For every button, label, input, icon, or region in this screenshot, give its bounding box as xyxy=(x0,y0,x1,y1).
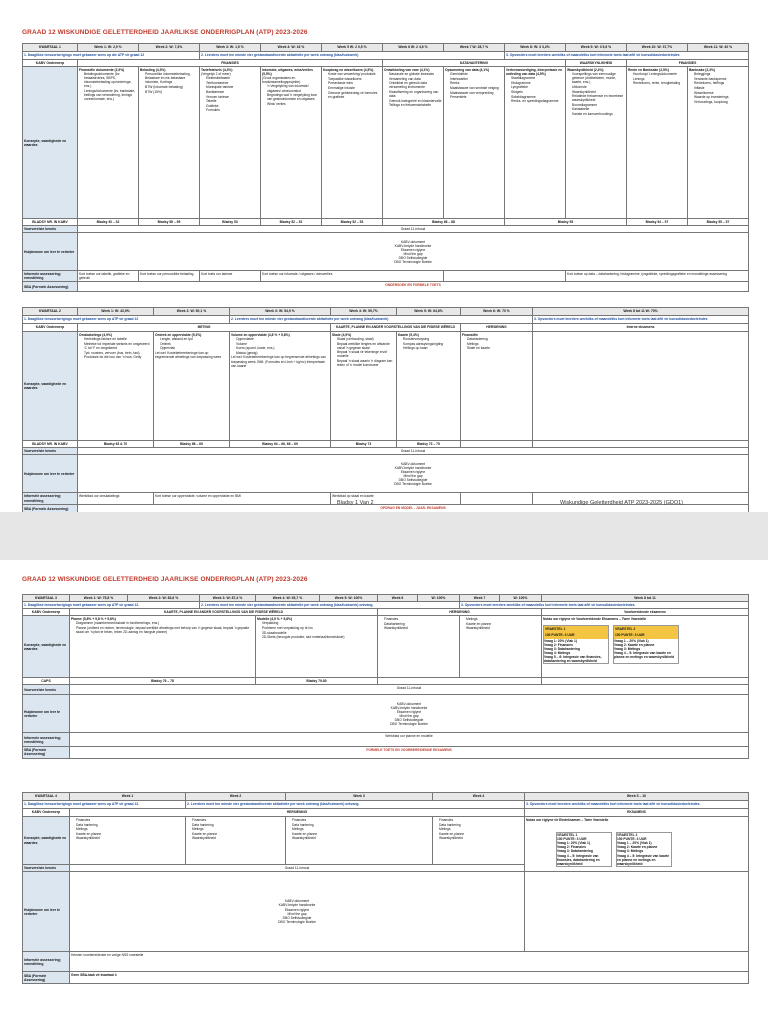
page-ref: Bladsy 73 – 75 xyxy=(397,441,461,448)
content-cell: Volume en oppervlakte (4,8 % + 5,8%) • Oppervlakte • Volume • Koers (spoed, koste, ens.) • Massa (gewig) Let wel: Kostebeberekeninge kan op begrensende afmetings van toepassing wees. BMI: (Formules en Lbsh + kg/m²) Interpretasie van kaarte xyxy=(230,332,331,441)
week-header: Week 3: W: 54,9 % xyxy=(230,308,331,316)
guideline-2: 2. Leerders moet ten minste vier gestandaardiseerde aktiwiteite per week ontvang (klas/huiswerk) ontvang. xyxy=(200,602,460,609)
informal-label: Informele assessering; remediëring xyxy=(23,493,78,504)
week-header: Week 7 W: 28,7 % xyxy=(444,44,505,52)
caps-label: CAPS xyxy=(23,678,70,685)
resources-list: KABV-dokument KABV-belyde handboeke Eksamen riglyne Mind the gap DBO Selfstudiegide DBO Terminologie Boekie xyxy=(78,455,749,493)
sba-label: SBA (Formele Assessering) xyxy=(23,747,70,758)
kabv-label: KABV Onderwerp xyxy=(23,809,70,817)
page-ref: Bladsy 76 – 78 xyxy=(70,678,256,685)
page-ref: Bladsy 68 – 69 xyxy=(154,441,230,448)
content-cell: Verteenwoordiging, interpretasie en ontleding van data (4,5%) • Staafdiagramme • Histogramme • Lyngrafieke • Stingels • Sirkeldiagramme • Reeks- en spreidingsdiagramme xyxy=(505,67,566,219)
page-ref: Bladsy 95 xyxy=(505,219,627,226)
week-header: Week 3 xyxy=(286,793,433,801)
page-ref: Bladsy 52 – 53 xyxy=(322,219,383,226)
resources-label: Hulpbronne om leer te verbeter xyxy=(23,455,78,493)
page-ref: Bladsy 30 – 32 xyxy=(78,219,139,226)
informal-item: Kort toets oor tariewe xyxy=(200,271,261,282)
week-header: Week 9: W: 3 5,6 % xyxy=(566,44,627,52)
page-ref-label: BLADSY NR. IN KABV xyxy=(23,219,78,226)
resources-label: Hulpbronne om leer te verbeter xyxy=(23,233,78,271)
topic: KAARTE, PLANNE EN ANDER VOORSTELLINGS VAN DIE FISIESE WÊRELD xyxy=(331,324,461,332)
concepts-label: Konsepte, vaardighede en waardes xyxy=(23,67,78,219)
term-1-table xyxy=(22,43,749,292)
guideline-2: 2. Leerders moet ten minste vier gestandaardiseerde aktiwiteite per week ontvang (klas/huiswerk) ontvang. xyxy=(186,801,525,809)
week-header: Week 4: W: 16 % xyxy=(261,44,322,52)
paper-2-box: VRAESTEL 2 150 PUNTE: 3 UUR Vraag 1 – 20% (Vlak 1) Vraag 2: Kaarte en planne Vraag 3: Metings Vraag 4 – 5: Integrasie van kaarte en planne en metings en waarskynlikheid xyxy=(616,832,672,867)
guideline-1: 1. Daaglikse leesoorberigings moet gebaseer wees op ATP vir graad 12 xyxy=(23,316,230,324)
topic: METING xyxy=(78,324,331,332)
guideline-1: 1. Daaglikse leesoorberigings moet gebaseer wees op die ATP vir graad 12 xyxy=(23,52,200,60)
informal-item: Werkblad oor omskakelings xyxy=(78,493,154,504)
page-ref-label: BLADSY NR. IN KABV xyxy=(23,441,78,448)
page-2 xyxy=(0,560,768,1024)
prerequisite: Graad 11-inhoud xyxy=(70,865,525,872)
week-header: Week 6: W: 70 % xyxy=(461,308,533,316)
sba-label: SBA (Formele Assessering) xyxy=(23,282,78,292)
topic: EKSAMENS xyxy=(525,809,749,817)
resources-label: Hulpbronne om leer te verbeter xyxy=(23,872,70,952)
topic: Interne eksamens xyxy=(533,324,749,332)
prerequisite-label: Voorvereiste kennis xyxy=(23,448,78,455)
page-separator xyxy=(0,512,768,560)
guideline-3: 3. Opvoeders moet leerders weekliks of maandeliks kort informele toets laat aflê vir konsolidasiedoeleindes. xyxy=(460,602,749,609)
resources-list: KABV-dokument KABV-belyde handboeke Eksamen riglyne Mind the gap DBO Selfstudiegide DBO Terminologie Boekie xyxy=(70,695,749,733)
informal-item: Kort toetse oor persoonlike belasting xyxy=(139,271,200,282)
week-header: Week 3: W: 87,4 % xyxy=(200,595,256,602)
content-cell: Koopkrag en wisselkoers (4,5%) • Koste van verwerking/ produksie • Toepaslike wisselkoers • Persentasie wins • Eenmalige inkoste • Gewone geldsbedrag vir formules en grafieke xyxy=(322,67,383,219)
concepts-label: Konsepte, vaardighede en waardes xyxy=(23,817,70,865)
week-header: Week 5 – 10 xyxy=(525,793,749,801)
topic: HERSIENING xyxy=(378,609,542,616)
doc-footer: Wiskundige Geletterdheid ATP 2023-2025 (GDO1) xyxy=(560,500,684,506)
week-header: Week 6 xyxy=(378,595,418,602)
guideline-1: 1. Daaglikse leesoorberigings moet gebaseer wees op ATP vir graad 12. xyxy=(23,602,200,609)
week-header: Week 1: W: 2,9 % xyxy=(78,44,139,52)
week-header: Week 2: W: 50,1 % xyxy=(154,308,230,316)
content-cell: Skale (4,9%) • Skaal (verhouding, staaf) • Bepaal werklike lengtes en afstande vanaf 'n gegewe skaal • Bepaal 'n skaal vir tekeninge en/of modelle • Bepaal 'n skaal waarin 'n diagram kan teken of 'n model konstrueer xyxy=(331,332,397,441)
sba-label: SBA (Formele Assessering) xyxy=(23,972,70,984)
content-cell: • Metings • Kaarte en planne • Waarskynlikheid xyxy=(460,616,542,678)
sba-value: ONDERSOEK EN FORMELE TOETS xyxy=(78,282,749,292)
guideline-3: 3. Opvoeders moet leerders weekliks of maandeliks kort informele toets laat aflê vir konsolidasiedoeleindes xyxy=(533,316,749,324)
prerequisite: Graad 11-inhoud xyxy=(70,685,749,695)
sba-label: SBA (Formele Assessering) xyxy=(23,504,78,513)
paper-1-box: VRAESTEL 1 150 PUNTE: 3 UUR Vraag 1: 20% (Vlak 1) Vraag 2: Finansies Vraag 3: Datahantering Vraag 4: Metings Vraag 5 – 6: Integrasie van finansies, datahantering en waarskynlikheid xyxy=(543,625,609,664)
page-ref: Bladsy 55 – 57 xyxy=(688,219,749,226)
paper-2-box: VRAESTEL 2 150 PUNTE: 3 UUR Vraag 1 – 20% (Vlak 1) Vraag 2: Kaarte en planne Vraag 3: Metings Vraag 4 – 5: Integrasie van kaarte en planne en metings en waarskynlikheid xyxy=(613,625,679,664)
kabv-label: KABV Onderwerp xyxy=(23,324,78,332)
content-cell: Tariefstelsels (4,3%) (Vergelyk 2 of meer) • Elektrisiteitstarie • Telefoontarieve • Munisipale tariewe • Banktariewe • Vervoer tariewe • Tabelle • Grafieke • Formules xyxy=(200,67,261,219)
prerequisite-label: Voorvereiste kennis xyxy=(23,685,70,695)
week-header: Week 8: W: 3 3,2% xyxy=(505,44,566,52)
resources-label: Hulpbronne om leer te verbeter xyxy=(23,695,70,733)
informal-item: Kort toetse oor oppervlakte, volume en oppervlakte en BMI xyxy=(154,493,331,504)
week-header: W: 100% xyxy=(500,595,542,602)
week-header: Week 2 xyxy=(186,793,286,801)
topic: WAARSKYNLIKHEID xyxy=(566,60,627,67)
week-header: Week 10: W: 37,7% xyxy=(627,44,688,52)
resources-list: KABV-dokument KABV-belyde handboeke Eksamen riglyne Mind the gap DBO Selfstudiegide DBO Terminologie Boekie xyxy=(70,872,525,952)
page-ref: Bladsy 79-80 xyxy=(256,678,378,685)
content-cell: • Finansies • Data hantering • Metings • Kaarte en planne • Waarskynlikheid xyxy=(186,817,286,865)
guideline-2: 2. Leerders moet ten minste vier gestandaardiseerde aktiwiteite per week ontvang (klas/huiswerk) xyxy=(230,316,533,324)
concepts-label: Konsepte, vaardighede en waardes xyxy=(23,616,70,678)
page-ref: Bladsy 52 – 52 xyxy=(261,219,322,226)
content-cell: Opsomming van data (4,1%) • Gemiddelde • Interkwartiel • Reeks • Maatstawwe van sentrale neiging • Maatstawwe van verspreiding • Persentiele xyxy=(444,67,505,219)
prerequisite: Graad 11-inhoud xyxy=(78,448,749,455)
content-cell: Omskakelings (4,9%) • Herleidings faktore en tabelle • Metrieke tot imperiale stelsels en omgekeerd • 'C tot 'F en omgekeerd • Tyd: roosters, vervoer (bus, trein, taxi). Produksie bo die bou van 'n huis; Getty xyxy=(78,332,154,441)
topic: FINANSIES xyxy=(627,60,749,67)
guideline-2: 2. Leerders moet ten minste vier gestandaardiseerde aktiwiteite per week ontvang (klas/huiswerk) xyxy=(200,52,505,60)
page-ref: Bladsy 64 – 66, 68 – 69 xyxy=(230,441,331,448)
guideline-1: 1. Daaglikse leesoorberigings moet gebaseer wees op ATP vir graad 12. xyxy=(23,801,186,809)
week-header: Week 8 tot 11 xyxy=(542,595,749,602)
content-cell: Rente en Banksake (2,5%) • Huurkoop/ Leningsdokumente • Lenings • Rentekoers, rente, terugbetaling xyxy=(627,67,688,219)
content-cell: Inkomste, uitgawes, wins/verlies (5,5%) (Groot organisasies en fondsinsamelingsprojekte) • 'n Vergelyking van inkomste/ uitgawes/ winsvoorskot • Begrotings wat 'n vergelyking toon van gesinsinkomste en uitgawes • Wins/ verlies xyxy=(261,67,322,219)
topic: Voorbereidende eksamens xyxy=(542,609,749,616)
term-label: KWARTAAL 2 xyxy=(23,308,78,316)
informal-item: Werkblad op skaal en kaarte xyxy=(331,493,461,504)
prerequisite: Graad 11-inhoud xyxy=(78,226,749,233)
prerequisite-label: Voorvereiste kennis xyxy=(23,226,78,233)
week-header: Week 4: W: 93,7 % xyxy=(256,595,320,602)
term-2-table xyxy=(22,307,749,514)
week-header: Week 3: W: 1,5 % xyxy=(200,44,261,52)
week-header: W: 100% xyxy=(418,595,460,602)
term-label: KWARTAAL 4 xyxy=(23,793,70,801)
week-header: Week 4: W: 59,7% xyxy=(331,308,397,316)
sba-value: Geen SBA-taak vir kwartaal 4 xyxy=(70,972,749,984)
exam-notes: Notas oor rigtyne vir Voorbereidende Eksamens – Twee Vraestelle VRAESTEL 1 150 PUNTE: 3 UUR Vraag 1: 20% (Vlak 1) Vraag 2: Finansies Vraag 3: Datahantering Vraag 4: Metings Vraag 5 – 6: Integrasie van finansies, datahantering en waarskynlikheid VRAESTEL 2 150 PUNTE: 3 UUR Vraag 1 – 20% (Vlak 1) Vraag 2: Kaarte en planne Vraag 3: Metings Vraag 4 – 5: Integrasie van kaarte en planne en metings en waarskynlikheid xyxy=(542,616,749,678)
informal-item: Hersien voorbereidende en vorige NSS vraestelle xyxy=(70,952,749,972)
week-header: Week 5: W: 64,6% xyxy=(397,308,461,316)
topic: KAARTE, PLANNE EN ANDER VOORSTELLINGS VAN DIE FISIESE WÊRELD xyxy=(70,609,378,616)
week-header: Week 7 xyxy=(460,595,500,602)
informal-item: Werkblad oor planne en modelle xyxy=(70,733,749,747)
resources-list: KABV-dokument KABV-belyde handboeke Eksamen riglyne Mind the gap DBO Selfstudiegide DBO Terminologie Boekie xyxy=(78,233,749,271)
week-header: Week 2: W: 83,6 % xyxy=(128,595,200,602)
content-cell: Waarskynlikheid (2,4%) • Voorspellings van eenvoudige gebeure (dobbelsteen, munte, kaarte, ens.) • Uitkomste • Waarskynlikheid • Relatiewe frekwensie en teoretiese waarskynlikheid • Boomdiagramme • Kanstabelle • Kanste en kansverhoudings xyxy=(566,67,627,219)
informal-label: Informele assessering; remediëring xyxy=(23,271,78,282)
informal-item: Kort toetse oor tabelle, grafieke en gebruik xyxy=(78,271,139,282)
content-cell: • Finansies • Datahantering • Waarskynlikheid xyxy=(378,616,460,678)
week-header: Week 4 xyxy=(433,793,525,801)
content-cell: • Finansies • Data hantering • Metings • Kaarte en planne • Waarskynlikheid xyxy=(286,817,433,865)
week-header: Week 1: W: 75,8 % xyxy=(70,595,128,602)
term-3-table xyxy=(22,594,749,759)
sba-value: FORMELE TOETS EN VOORBEREIDENDE EKSAMENS xyxy=(70,747,749,758)
content-cell: Finansiële • Datahantering • Metings • Skale en kaarte xyxy=(461,332,533,441)
exam-notes: Notas oor rigtyne vir Eindeksamen – Twee Vraestelle VRAESTEL 1 150 PUNTE: 3 UUR Vraag 1: 20% (Vlak 1) Vraag 2: Finansies Vraag 3: Datahantering Vraag 4 – 5: Integrasie van finansies, datahantering en waarskynlikheid VRAESTEL 2 150 PUNTE: 3 UUR Vraag 1 – 20% (Vlak 1) Vraag 2: Kaarte en planne Vraag 3: Metings Vraag 4 – 5: Integrasie van kaarte en planne en metings en waarskynlikheid xyxy=(525,817,749,872)
page-title: GRAAD 12 WISKUNDIGE GELETTERDHEID JAARLIKSE ONDERRIGPLAN (ATP) 2023-2026 xyxy=(22,29,308,36)
week-header: Week 5 W: 2 0,5 % xyxy=(322,44,383,52)
topic: FINANSIES xyxy=(78,60,383,67)
content-cell: Ontwikkeling van vrae (4,1%) • Nasionale en globale kwessies • Versameling van data • Ontwikkel en gebruik data versameling instrumente • Klassifisering en organisering van data • Gebruik kategorieë en klasintervalle • Tellings en frekwensietabelle xyxy=(383,67,444,219)
content-cell: Kaarte (5,4%) • Roosterverwysing • Kompas aanwysings/rigting • Hellings op kaart xyxy=(397,332,461,441)
content-cell: Belasting (4,3%) • Persoonlike inkomstebelasting, Belasbare en nie-belasbare inkomste, Kortings • BTW (Inkomste belasting) • BTW (15%) xyxy=(139,67,200,219)
guideline-3: 3. Opvoeders moet leerders weekliks of maandeliks kort informele toets laat aflê vir konsolidasiedoeleindes xyxy=(505,52,749,60)
informal-item: Kort toetse op data – datahantering, histogramme, lyngrafieke, spreidingsgrafieke en mondelinge assessering xyxy=(566,271,749,282)
page-title: GRAAD 12 WISKUNDIGE GELETTERDHEID JAARLIKSE ONDERRIGPLAN (ATP) 2023-2026 xyxy=(22,576,308,583)
page-ref: Bladsy 53 xyxy=(200,219,261,226)
content-cell: • Finansies • Data hantering • Metings • Kaarte en planne • Waarskynlikheid xyxy=(70,817,186,865)
topic: HERSIENING xyxy=(461,324,533,332)
week-header: Week 11: W: 40 % xyxy=(688,44,749,52)
informal-label: Informele assessering; remediëring xyxy=(23,952,70,972)
week-header: Week 2: W: 7,3% xyxy=(139,44,200,52)
content-cell: Planne (5,8% + 5,8 % + 5,8%) • Diagramme (naamkenmerksskale in fondlemelings, ens.) • Planne (ontleed en redeer, terminologie, bepaal werklike afmetings met behulp van 'n gegewe skaal, bepaal 'n gepaste skaal om 'n plan te teken, teken 2D-aansig en hangsle planne) xyxy=(70,616,256,678)
kabv-label: KABV Onderwerp xyxy=(23,60,78,67)
sba-value: OPDRAG EN MODEL - JAAR- EKSAMENS xyxy=(78,504,749,513)
week-header: Week 5: W: 100% xyxy=(320,595,378,602)
informal-item: Kort toetse oor inkomste / uitgawes / winsverlies xyxy=(261,271,444,282)
concepts-label: Konsepte, vaardighede en waardes xyxy=(23,332,78,441)
content-cell: Modelle (4,5 % + 5,8%) • Verpakking • Probleme met verpakking op te los • 3D-skaalmodelle • 2D-Skets (beoogde produkte, stut materiaal/konstruksie) xyxy=(256,616,378,678)
kabv-label: KABV Onderwerp xyxy=(23,609,70,616)
content-cell: • Finansies • Data hantering • Metings • Kaarte en planne • Waarskynlikheid xyxy=(433,817,525,865)
page-ref: Bladsy 73 xyxy=(331,441,397,448)
topic: HERSIENING xyxy=(70,809,525,817)
term-label: KWARTAAL 3 xyxy=(23,595,70,602)
term-4-table xyxy=(22,792,749,984)
page-ref: Bladsy 66 – 88 xyxy=(383,219,505,226)
topic: DATAHANTERING xyxy=(383,60,566,67)
term-label: KWARTAAL 1 xyxy=(23,44,78,52)
content-cell: Banksake (2,3%) • Beleggings • Verwante bankspense • Rentekoers, heffings • Inflasie • Wisselkoerse • Waarde op investerings • Verhoudings, koopkrag xyxy=(688,67,749,219)
week-header: Week 1: W: 43,9% xyxy=(78,308,154,316)
page-ref: Bladsy 63 & 70 xyxy=(78,441,154,448)
page-ref: Bladsy 54 – 57 xyxy=(627,219,688,226)
week-header: Week 8 tot 11 W: 70% xyxy=(533,308,749,316)
week-header: Week 1 xyxy=(70,793,186,801)
paper-1-box: VRAESTEL 1 150 PUNTE: 3 UUR Vraag 1: 20% (Vlak 1) Vraag 2: Finansies Vraag 3: Datahantering Vraag 4 – 5: Integrasie van finansies, datahantering en waarskynlikheid xyxy=(556,832,612,867)
page-number: Bladsy 1 Van 2 xyxy=(337,500,374,506)
week-header: Week 6 W: 2 4,6 % xyxy=(383,44,444,52)
content-cell: Finansiële dokumente (2,9%) • Betalingsdokumente (bv. betaalstrokies, SBPS, inkomstebelasting opvorderinge, ens.) • Lenings/dokumente (bv. bankstate, bellings van verandering, lenings ooreenkomste, ens.) xyxy=(78,67,139,219)
page-ref: Bladsy 58 – 59 xyxy=(139,219,200,226)
content-cell: Omtrek en oppervlakte (5,3%) • Lengte, afstand en tyd • Omtrek • Oppervlak Let wel: Kostebeberekeninge kan op begrensende afmetings van toepassing wees xyxy=(154,332,230,441)
guideline-3: 3. Opvoeders moet leerders weekliks of maandeliks kort informele toets laat aflê vir konsolidasiedoeleindes. xyxy=(525,801,749,809)
informal-label: Informele assessering; remediëring xyxy=(23,733,70,747)
prerequisite-label: Voorvereiste kennis xyxy=(23,865,70,872)
